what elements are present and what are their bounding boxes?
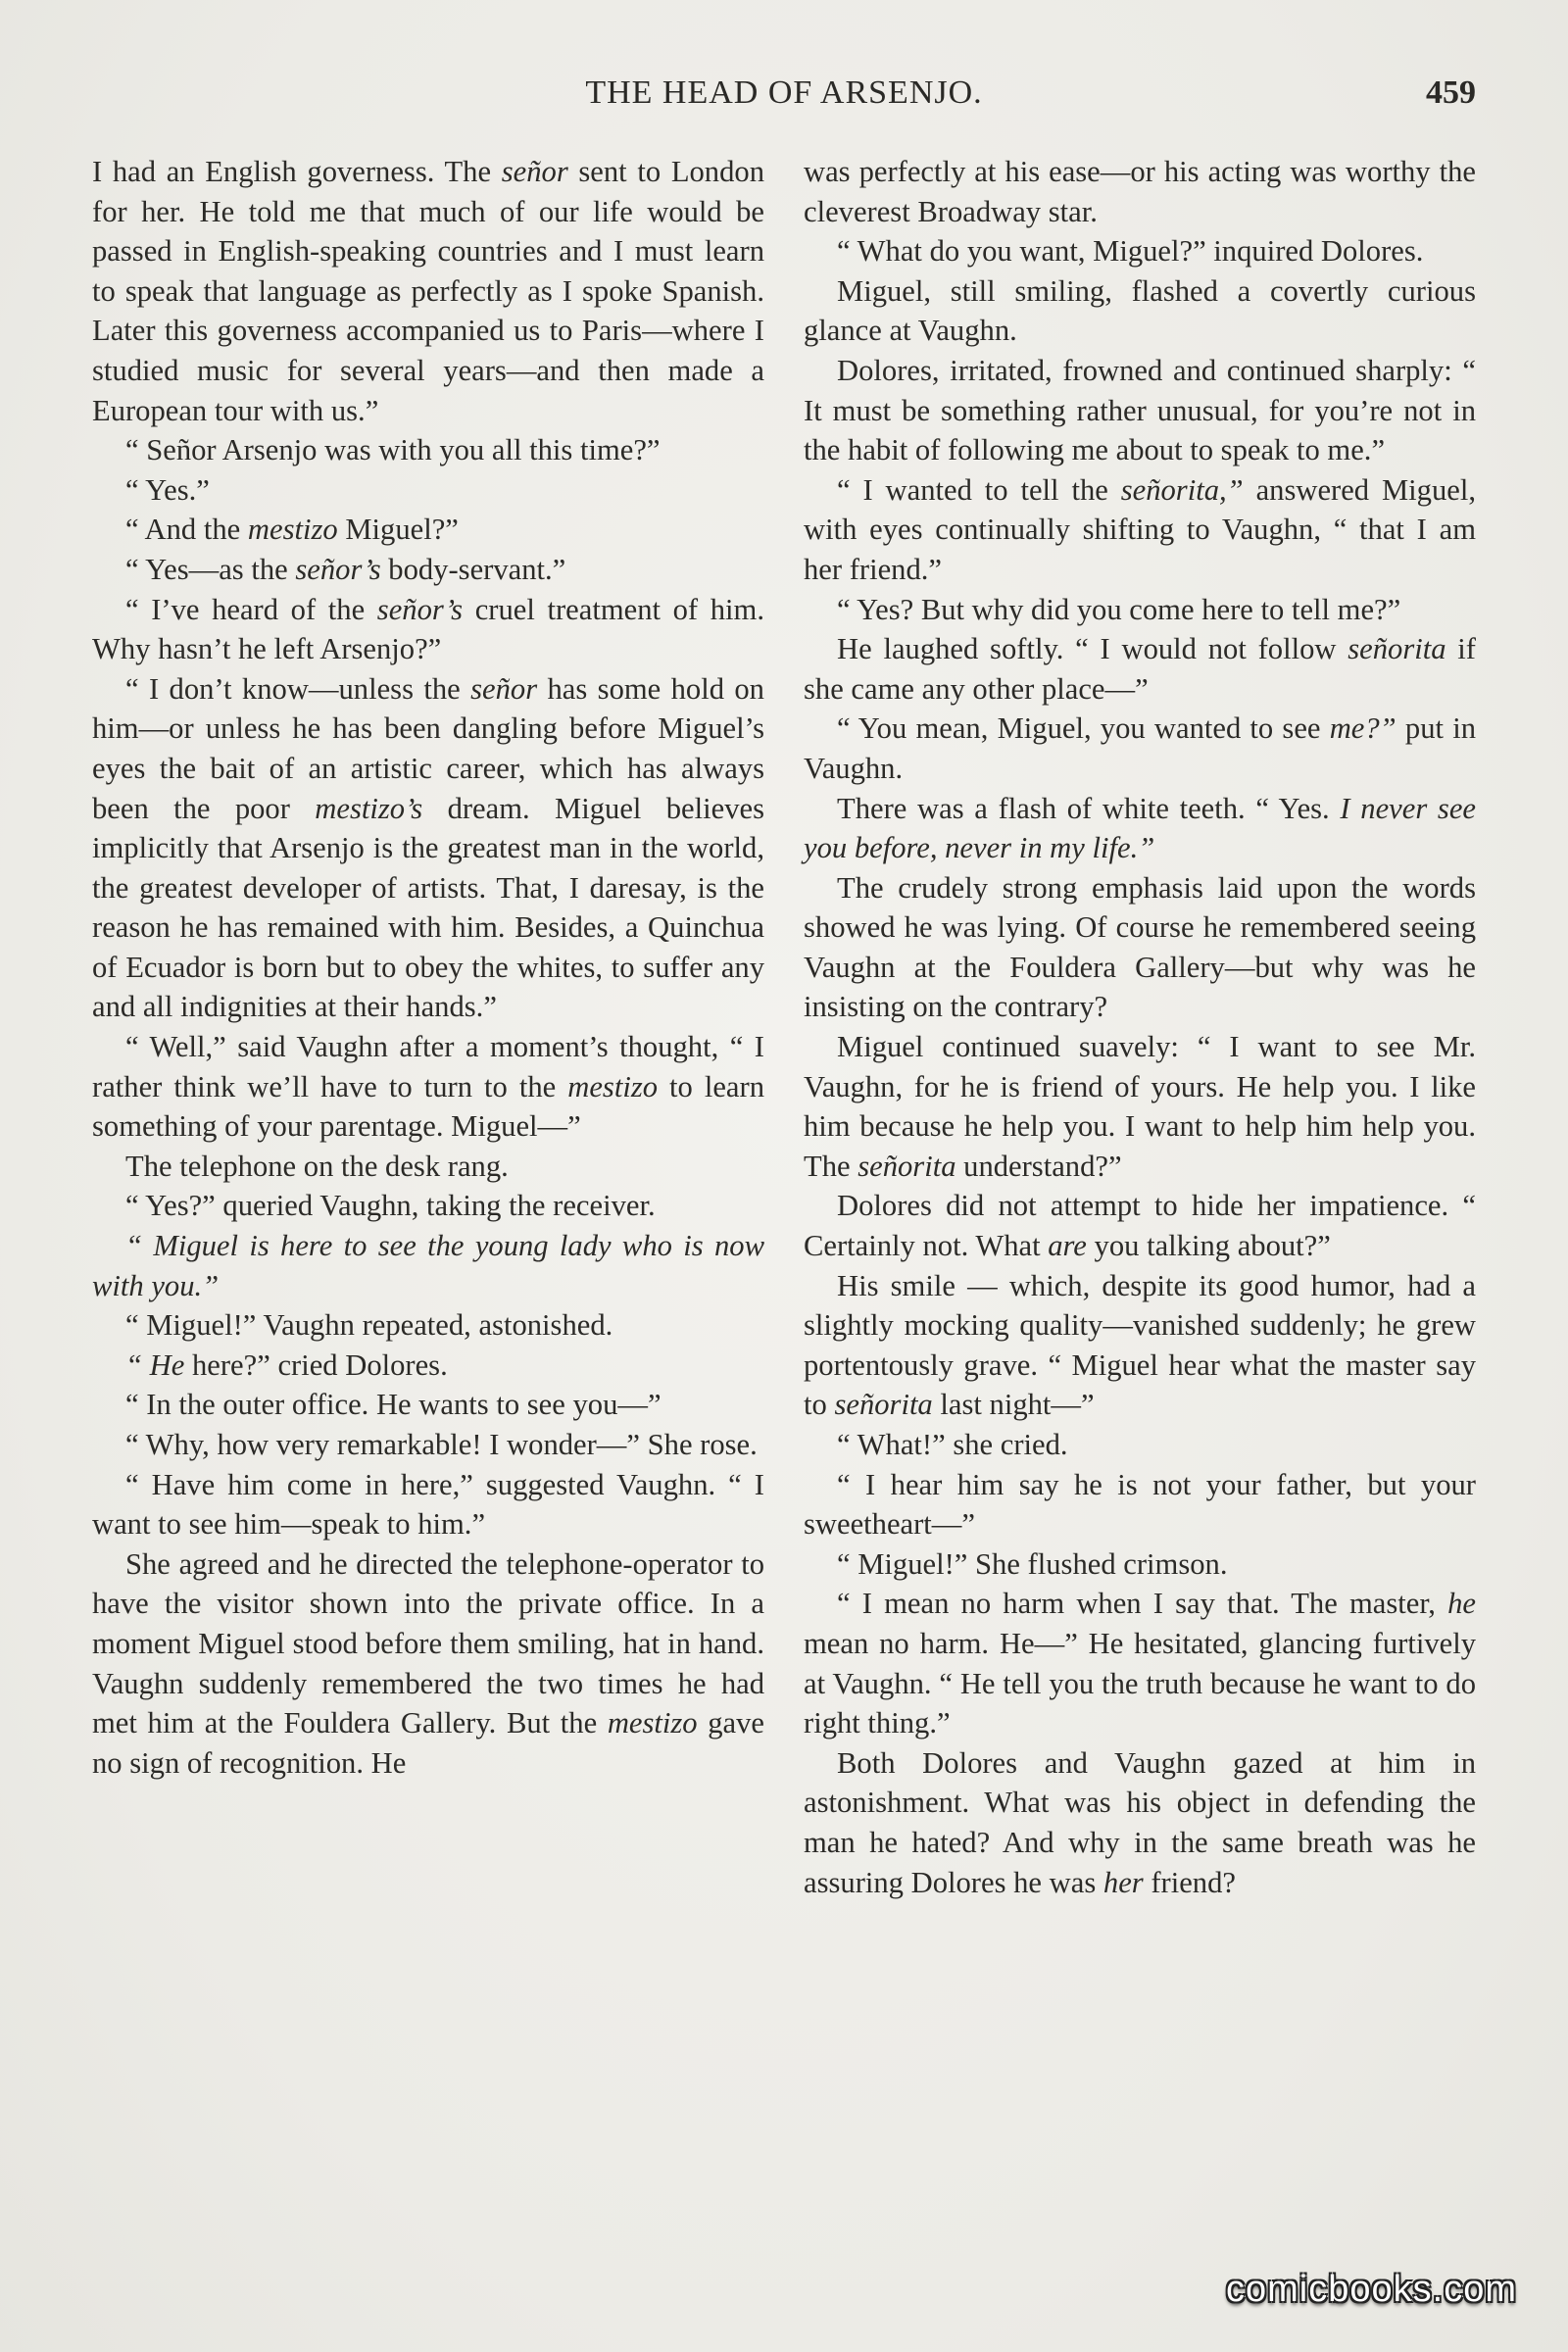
paragraph: was perfectly at his ease—or his acting was worthy the cleverest Broadway star.: [804, 155, 1476, 228]
paragraph: “ Have him come in here,” suggested Vaughn. “ I want to see him—speak to him.”: [92, 1467, 764, 1542]
paragraph: “ I mean no harm when I say that. The master, he mean no harm. He—” He hesitated, glancing furtively at Vaughn. “ He tell you the truth because he want to do right thing.”: [804, 1587, 1476, 1740]
paragraph: “ Why, how very remarkable! I wonder—” She rose.: [125, 1428, 758, 1461]
paragraph: Miguel continued suavely: “ I want to see Mr. Vaughn, for he is friend of yours. He help you. I like him because he help you. I want to help him help you. The señorita understand?”: [804, 1030, 1476, 1183]
site-watermark: comicbooks.com: [1226, 2269, 1517, 2310]
right-text-column: [804, 152, 1476, 1902]
paragraph: I had an English governess. The señor sent to London for her. He told me that much of our life would be passed in English-speaking countries and I must learn to speak that language as perfectly as I spoke Spanish. Later this governess accompanied us to Paris—where I studied music for several years—and then made a European tour with us.”: [92, 155, 764, 427]
paragraph: The crudely strong emphasis laid upon the words showed he was lying. Of course he remembered seeing Vaughn at the Fouldera Gallery—but why was he insisting on the contrary?: [804, 870, 1476, 1024]
paragraph: “ I’ve heard of the señor’s cruel treatment of him. Why hasn’t he left Arsenjo?”: [92, 592, 764, 666]
paragraph: “ Miguel!” She flushed crimson.: [837, 1546, 1228, 1581]
paragraph: Dolores did not attempt to hide her impatience. “ Certainly not. What are you talking about?”: [804, 1189, 1476, 1263]
paragraph: “ What!” she cried.: [837, 1428, 1068, 1461]
paragraph: “ He here?” cried Dolores.: [125, 1348, 448, 1382]
paragraph: “ Señor Arsenjo was with you all this time?”: [125, 433, 661, 467]
paragraph: “ Yes? But why did you come here to tell me?”: [837, 592, 1401, 626]
paragraph: “ And the mestizo Miguel?”: [125, 513, 459, 547]
paragraph: Miguel, still smiling, flashed a covertly curious glance at Vaughn.: [804, 273, 1476, 348]
paragraph: His smile — which, despite its good humor, had a slightly mocking quality—vanished suddenly; he grew portentously grave. “ Miguel hear what the master say to señorita last night—”: [804, 1268, 1476, 1422]
paragraph: There was a flash of white teeth. “ Yes. I never see you before, never in my life.”: [804, 791, 1476, 865]
paragraph: “ Miguel!” Vaughn repeated, astonished.: [125, 1308, 613, 1343]
paragraph: “ I wanted to tell the señorita,” answered Miguel, with eyes continually shifting to Vaughn, “ that I am her friend.”: [804, 472, 1476, 586]
paragraph: Dolores, irritated, frowned and continued sharply: “ It must be something rather unusual, for you’re not in the habit of following me about to speak to me.”: [804, 353, 1476, 467]
paragraph: He laughed softly. “ I would not follow señorita if she came any other place—”: [804, 632, 1476, 706]
paragraph: Both Dolores and Vaughn gazed at him in astonishment. What was his object in defending the man he hated? And why in the same breath was he assuring Dolores he was her friend?: [804, 1745, 1476, 1899]
running-title: THE HEAD OF ARSENJO.: [585, 74, 983, 111]
paragraph: “ I hear him say he is not your father, but your sweetheart—”: [804, 1467, 1476, 1542]
paragraph: “ Yes—as the señor’s body-servant.”: [125, 552, 566, 586]
page-header: [92, 74, 1476, 123]
paragraph: “ I don’t know—unless the señor has some hold on him—or unless he has been dangling before Miguel’s eyes the bait of an artistic career, which has always been the poor mestizo’s dream. Miguel believes implicitly that Arsenjo is the greatest man in the world, the greatest developer of artists. That, I daresay, is the reason he has remained with him. Besides, a Quinchua of Ecuador is born but to obey the whites, to suffer any and all indignities at their hands.”: [92, 671, 764, 1024]
paragraph: The telephone on the desk rang.: [125, 1149, 509, 1183]
paragraph: “ Well,” said Vaughn after a moment’s thought, “ I rather think we’ll have to turn to the mestizo to learn something of your parentage. Miguel—”: [92, 1030, 764, 1144]
paragraph: “ Miguel is here to see the young lady who is now with you.”: [92, 1229, 764, 1302]
paragraph: “ What do you want, Miguel?” inquired Dolores.: [837, 234, 1424, 269]
paragraph: “ In the outer office. He wants to see you—”: [125, 1388, 662, 1422]
page-number: 459: [1426, 74, 1476, 111]
paragraph: “ Yes.”: [125, 472, 210, 507]
paragraph: She agreed and he directed the telephone-operator to have the visitor shown into the private office. In a moment Miguel stood before them smiling, hat in hand. Vaughn suddenly remembered the two times he had met him at the Fouldera Gallery. But the mestizo gave no sign of recognition. He: [92, 1546, 764, 1780]
paragraph: “ Yes?” queried Vaughn, taking the receiver.: [125, 1189, 656, 1223]
left-text-column: [92, 152, 764, 1783]
paragraph: “ You mean, Miguel, you wanted to see me?” put in Vaughn.: [804, 711, 1476, 785]
